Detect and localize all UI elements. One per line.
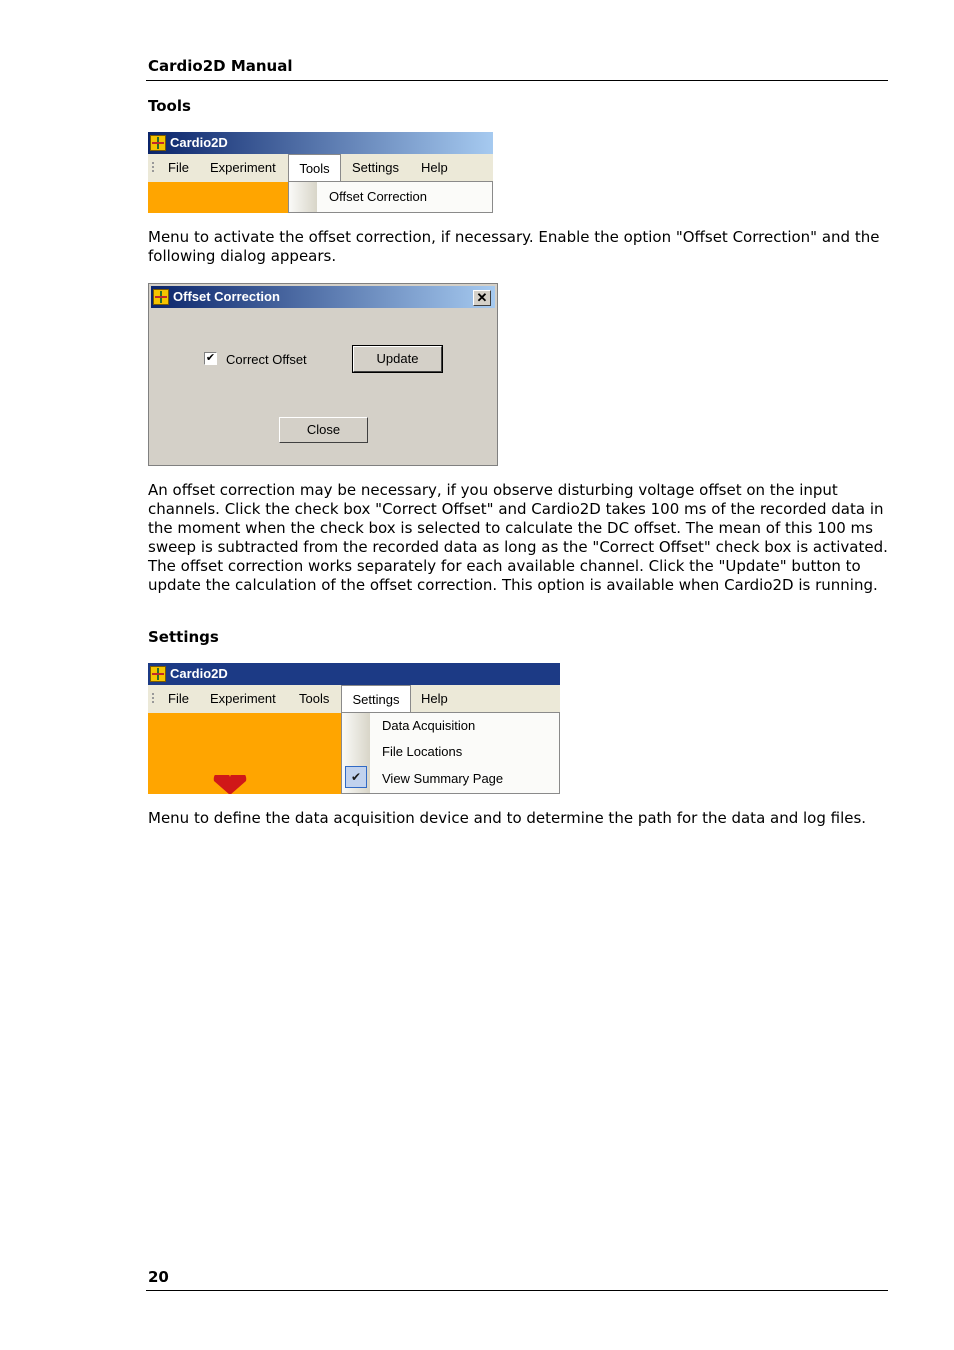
cardio2d-app-icon xyxy=(150,135,166,151)
page-number: 20 xyxy=(148,1268,169,1286)
menu-item-offset-correction[interactable]: Offset Correction xyxy=(329,189,428,204)
app-background xyxy=(148,713,341,794)
tools-description: Menu to activate the offset correction, if necessary. Enable the option "Offset Correction" and the following dialog appears. xyxy=(148,228,880,265)
update-button[interactable]: Update xyxy=(353,346,442,372)
menu-item-view-summary-page[interactable]: View Summary Page xyxy=(382,771,504,786)
correct-offset-checkbox[interactable]: ✔ xyxy=(205,352,216,364)
running-header-title: Cardio2D Manual xyxy=(148,57,293,75)
menu-experiment[interactable]: Experiment xyxy=(210,691,276,706)
tools-dropdown xyxy=(288,181,493,213)
dropdown-icon-strip xyxy=(289,182,317,212)
settings-menu-screenshot xyxy=(148,663,560,794)
window-title: Cardio2D xyxy=(170,135,228,150)
checkmark-icon: ✔ xyxy=(345,766,367,788)
menu-file[interactable]: File xyxy=(168,160,189,175)
menu-bar xyxy=(148,685,560,713)
menu-item-data-acquisition[interactable]: Data Acquisition xyxy=(382,718,476,733)
menu-file[interactable]: File xyxy=(168,691,189,706)
menu-help[interactable]: Help xyxy=(421,160,448,175)
offset-correction-explanation: An offset correction may be necessary, if you observe disturbing voltage offset on the input channels. Click the check box "Correct Offset" and Cardio2D takes 100 ms of the recorded data in the moment when the check box is selected to calculate the DC offset. The mean of this 100 ms sweep is subtracted from the recorded data as long as the "Correct Offset" check box is activated. The offset correction works separately for each available channel. Click the "Update" button to update the calculation of the offset correction. This option is available when Cardio2D is running. xyxy=(148,481,888,594)
toolbar-grip-icon xyxy=(152,693,154,705)
app-background xyxy=(148,182,288,213)
settings-heading: Settings xyxy=(148,628,219,646)
settings-dropdown xyxy=(341,712,560,794)
cardio2d-app-icon xyxy=(150,666,166,682)
window-title: Cardio2D xyxy=(170,666,228,681)
settings-description: Menu to define the data acquisition device and to determine the path for the data and log files. xyxy=(148,809,867,827)
menu-settings[interactable]: Settings xyxy=(352,160,399,175)
dialog-titlebar xyxy=(151,286,495,308)
header-rule xyxy=(146,80,888,81)
tools-menu-screenshot xyxy=(148,132,493,213)
menu-bar xyxy=(148,154,493,182)
toolbar-grip-icon xyxy=(152,162,154,174)
offset-correction-dialog xyxy=(148,283,498,466)
menu-settings[interactable]: Settings xyxy=(341,685,411,713)
menu-tools[interactable]: Tools xyxy=(299,691,330,706)
close-icon[interactable]: ✕ xyxy=(473,290,491,306)
menu-help[interactable]: Help xyxy=(421,691,448,706)
heart-icon xyxy=(210,775,250,794)
menu-tools[interactable]: Tools xyxy=(288,154,341,182)
close-button[interactable]: Close xyxy=(279,417,368,443)
cardio2d-app-icon xyxy=(153,289,169,305)
correct-offset-label: Correct Offset xyxy=(226,352,307,367)
menu-experiment[interactable]: Experiment xyxy=(210,160,276,175)
window-titlebar xyxy=(148,132,493,154)
footer-rule xyxy=(146,1290,888,1291)
dialog-title: Offset Correction xyxy=(173,289,280,304)
window-titlebar xyxy=(148,663,560,685)
menu-item-file-locations[interactable]: File Locations xyxy=(382,744,463,759)
tools-heading: Tools xyxy=(148,97,191,115)
